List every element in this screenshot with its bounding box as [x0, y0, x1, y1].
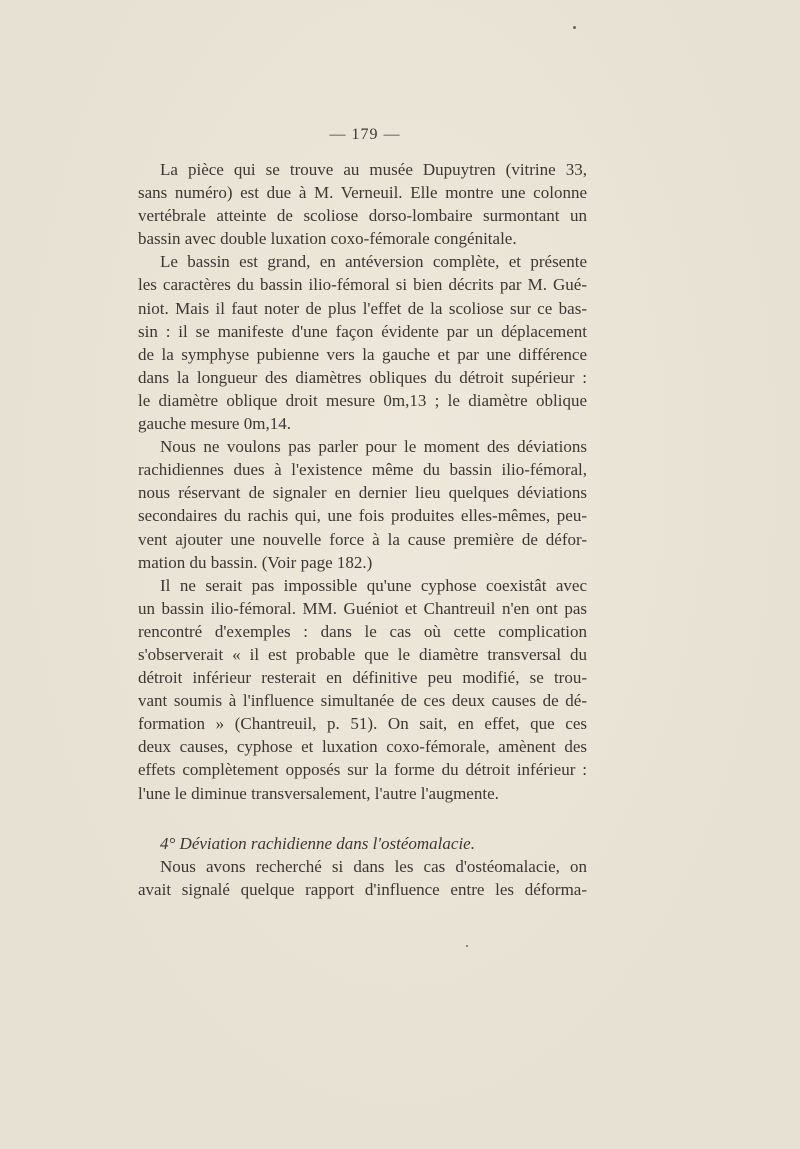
text-line: Nous avons recherché si dans les cas d'ostéomalacie, on [160, 856, 587, 876]
text-line: Nous ne voulons pas parler pour le moment des déviations [160, 437, 587, 457]
body-text [138, 158, 587, 901]
text-line: vent ajouter une nouvelle force à la cause première de défor- [138, 529, 587, 549]
text-line: dans la longueur des diamètres obliques du détroit supérieur : [138, 367, 587, 387]
text-line: mation du bassin. (Voir page 182.) [138, 552, 373, 572]
text-line: sin : il se manifeste d'une façon évidente par un déplacement [138, 321, 587, 341]
text-line: le diamètre oblique droit mesure 0m,13 ; le diamètre oblique [138, 390, 587, 410]
section-heading: 4° Déviation rachidienne dans l'ostéomalacie. [160, 833, 475, 853]
paragraph [138, 435, 587, 574]
text-line: effets complètement opposés sur la forme du détroit inférieur : [138, 760, 587, 780]
paper-speck [466, 945, 468, 947]
text-line: l'une le diminue transversalement, l'autre l'augmente. [138, 783, 499, 803]
text-line: gauche mesure 0m,14. [138, 414, 291, 434]
paragraph [138, 574, 587, 805]
text-line: Le bassin est grand, en antéversion complète, et présente [160, 252, 587, 272]
text-line: s'observerait « il est probable que le diamètre transversal du [138, 644, 587, 664]
text-line: vertébrale atteinte de scoliose dorso-lombaire surmontant un [138, 206, 587, 226]
paragraph [138, 250, 587, 435]
text-line: nous réservant de signaler en dernier lieu quelques déviations [138, 483, 587, 503]
text-line: vant soumis à l'influence simultanée de ces deux causes de dé- [138, 691, 587, 711]
text-line: rencontré d'exemples : dans le cas où cette complication [138, 621, 587, 641]
text-line: avait signalé quelque rapport d'influence entre les déforma- [138, 879, 587, 899]
text-line: un bassin ilio-fémoral. MM. Guéniot et Chantreuil n'en ont pas [138, 598, 587, 618]
text-line: détroit inférieur resterait en définitive peu modifié, se trou- [138, 668, 587, 688]
text-line: sans numéro) est due à M. Verneuil. Elle montre une colonne [138, 183, 587, 203]
text-line: les caractères du bassin ilio-fémoral si bien décrits par M. Gué- [138, 275, 587, 295]
text-line: bassin avec double luxation coxo-fémorale congénitale. [138, 229, 517, 249]
text-line: secondaires du rachis qui, une fois produites elles-mêmes, peu- [138, 506, 587, 526]
paragraph [138, 855, 587, 901]
paper-speck [573, 26, 576, 29]
text-line: La pièce qui se trouve au musée Dupuytren (vitrine 33, [160, 160, 587, 179]
text-line: de la symphyse pubienne vers la gauche et par une différence [138, 344, 587, 364]
section-spacer [138, 805, 587, 832]
text-line: deux causes, cyphose et luxation coxo-fémorale, amènent des [138, 737, 587, 757]
text-line: formation » (Chantreuil, p. 51). On sait, en effet, que ces [138, 714, 587, 734]
page-number: — 179 — [329, 126, 401, 143]
text-line: rachidiennes dues à l'existence même du bassin ilio-fémoral, [138, 460, 587, 480]
paragraph [138, 158, 587, 250]
text-line: niot. Mais il faut noter de plus l'effet de la scoliose sur ce bas- [138, 298, 587, 318]
text-line: Il ne serait pas impossible qu'une cyphose coexistât avec [160, 575, 587, 595]
